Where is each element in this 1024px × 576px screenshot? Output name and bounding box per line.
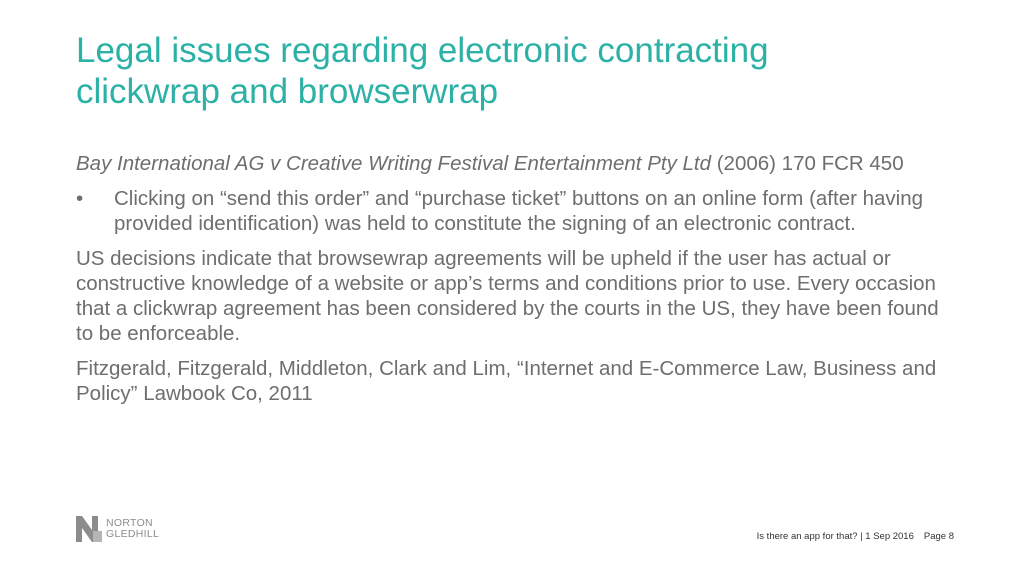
footer-text: Is there an app for that? | 1 Sep 2016 (756, 531, 914, 542)
logo-wordmark (106, 518, 159, 540)
bullet-item (76, 186, 956, 236)
logo-line-2: GLEDHILL (106, 528, 160, 540)
slide-title (76, 30, 976, 112)
slide-body (76, 151, 956, 406)
slide-title-line-2: clickwrap and browserwrap (76, 72, 499, 111)
reference-paragraph: Fitzgerald, Fitzgerald, Middleton, Clark and Lim, “Internet and E-Commerce Law, Business and Policy” Lawbook Co, 2011 (76, 357, 937, 405)
bullet-text: Clicking on “send this order” and “purchase ticket” buttons on an online form (after having provided identification) was held to constitute the signing of an electronic contract. (114, 187, 924, 235)
page-number: Page 8 (923, 531, 954, 542)
case-name: Bay International AG v Creative Writing Festival Entertainment Pty Ltd (76, 152, 712, 175)
slide-footer (757, 531, 954, 543)
case-citation-paragraph (76, 151, 956, 176)
norton-gledhill-logo-icon (76, 516, 102, 542)
case-citation: (2006) 170 FCR 450 (711, 152, 904, 175)
norton-gledhill-logo (76, 516, 159, 542)
slide-title-line-1: Legal issues regarding electronic contracting (76, 31, 769, 70)
us-decisions-paragraph: US decisions indicate that browsewrap agreements will be upheld if the user has actual or constructive knowledge of a website or app’s terms and conditions prior to use. Every occasion that a clickwrap agreement has been considered by the courts in the US, they have been found to be enforceable. (76, 247, 939, 345)
bullet-marker: • (76, 187, 84, 210)
logo-line-1: NORTON (106, 517, 153, 529)
